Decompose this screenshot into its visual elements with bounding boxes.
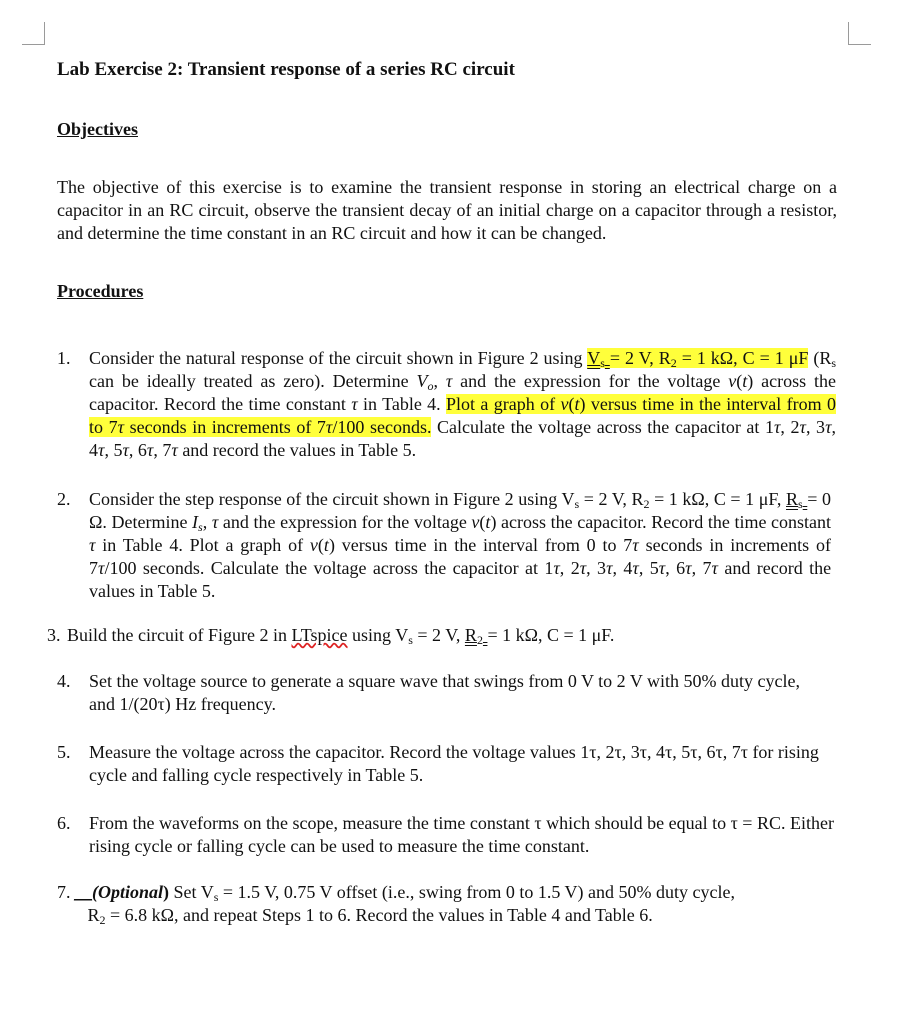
step-text: __(Optional) Set $V_s = 1.5$ V, 0.75 V offset (i.e., swing from 0 to 1.5 V) and 50% duty cycle, $R_2 = 6.8$ kΩ, and repeat Steps 1 to 6. Record the values in Table 4 and Table 6.	[74, 882, 735, 927]
step-text: Measure the voltage across the capacitor. Record the voltage values 1τ, 2τ, 3τ, 4τ, 5τ, 6τ, 7τ for rising cycle and falling cycle respectively in Table 5.	[89, 742, 819, 785]
procedures-heading: Procedures	[57, 281, 144, 301]
objectives-paragraph: The objective of this exercise is to examine the transient response in storing an electrical charge on a capacitor in an RC circuit, observe the transient decay of an initial charge on a capacitor through a resistor, and determine the time constant in an RC circuit and how it can be changed.	[57, 177, 837, 243]
step-number: 4.	[57, 671, 71, 691]
step-text: Set the voltage source to generate a square wave that swings from 0 V to 2 V with 50% duty cycle, and 1/(20τ) Hz frequency.	[89, 671, 800, 714]
step-number: 1.	[57, 348, 71, 368]
step-number: 2.	[57, 489, 71, 509]
step-number: 7.	[57, 882, 71, 902]
step-text: Consider the natural response of the circuit shown in Figure 2 using $V_s = 2$ V, $R_2 = 1$ kΩ, C = 1 μF ($R_s$ can be ideally treated as zero). Determine $V_o$, τ and the expression for the voltage v(t) across the capacitor. Record the time constant τ in Table 4. Plot a graph of v(t) versus time in the interval from 0 to 7τ seconds in increments of 7τ/100 seconds. Calculate the voltage across the capacitor at 1τ, 2τ, 3τ, 4τ, 5τ, 6τ, 7τ and record the values in Table 5.	[89, 348, 837, 460]
step-number: 3.	[47, 625, 61, 645]
step-number: 6.	[57, 813, 71, 833]
step-text: From the waveforms on the scope, measure the time constant τ which should be equal to τ = RC. Either rising cycle or falling cycle can be used to measure the time constant.	[89, 813, 834, 856]
page-corner-mark-right	[848, 22, 871, 45]
step-number: 5.	[57, 742, 71, 762]
document-title: Lab Exercise 2: Transient response of a series RC circuit	[57, 59, 515, 80]
objectives-heading: Objectives	[57, 119, 138, 139]
step-text: Consider the step response of the circuit shown in Figure 2 using $V_s = 2$ V, $R_2 = 1$ kΩ, C = 1 μF, $R_s = 0$ Ω. Determine $I_s$, τ and the expression for the voltage v(t) across the capacitor. Record the time constant τ in Table 4. Plot a graph of v(t) versus time in the interval from 0 to 7τ seconds in increments of 7τ/100 seconds. Calculate the voltage across the capacitor at 1τ, 2τ, 3τ, 4τ, 5τ, 6τ, 7τ and record the values in Table 5.	[89, 489, 832, 601]
page-corner-mark-left	[22, 22, 45, 45]
step-text: Build the circuit of Figure 2 in LTspice using $V_s = 2$ V, $R_2 = 1$ kΩ, C = 1 μF.	[67, 625, 615, 647]
